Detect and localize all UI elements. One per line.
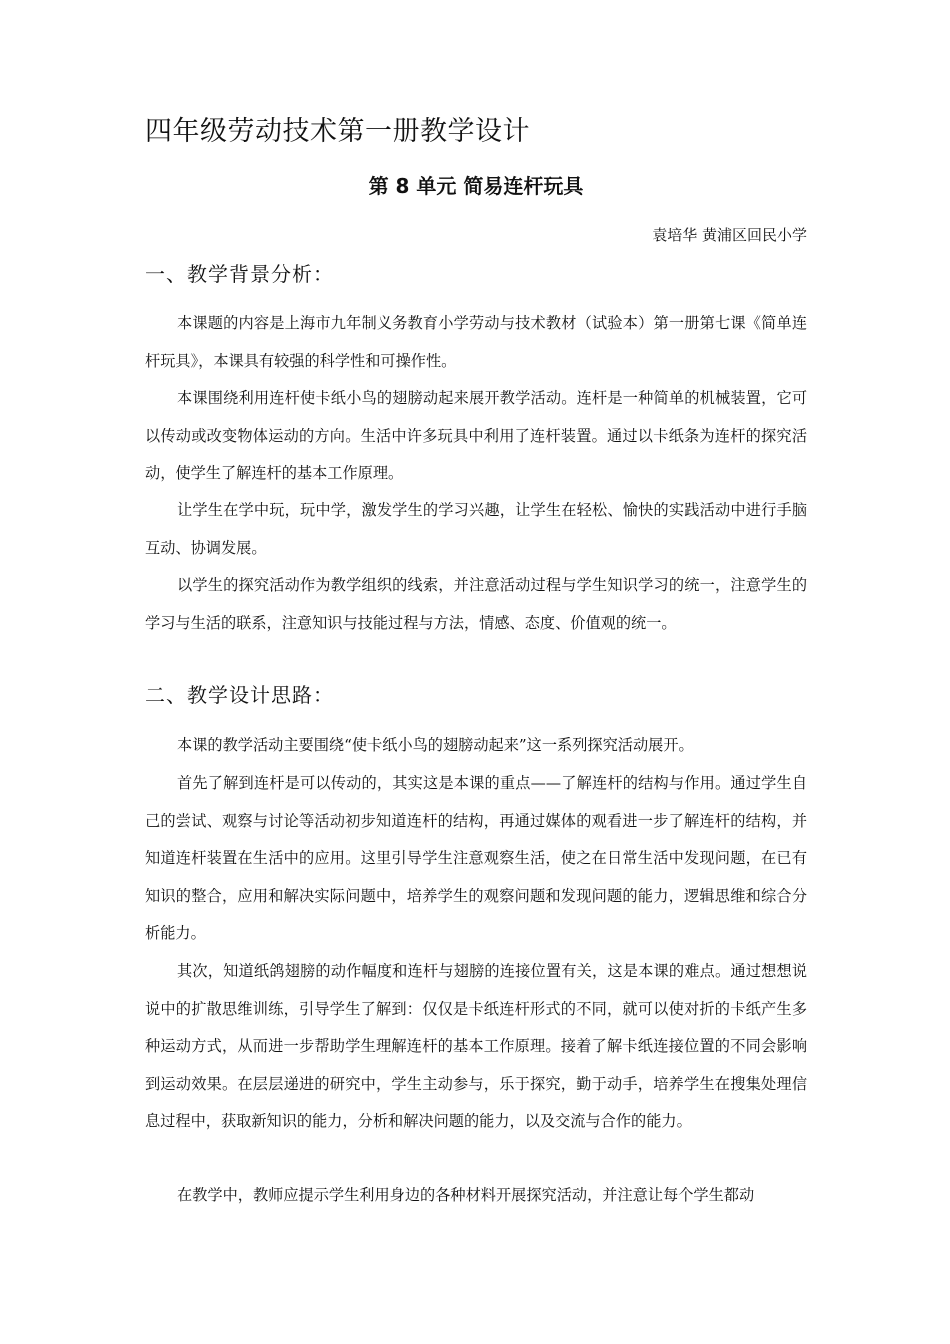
paragraph: 本课围绕利用连杆使卡纸小鸟的翅膀动起来展开教学活动。连杆是一种简单的机械装置，它可以传动或改变物体运动的方向。生活中许多玩具中利用了连杆装置。通过以卡纸条为连杆的探究活动，使学生了解连杆的基本工作原理。	[145, 389, 807, 482]
author-line: 袁培华 黄浦区回民小学	[652, 226, 807, 244]
paragraph: 首先了解到连杆是可以传动的，其实这是本课的重点——了解连杆的结构与作用。通过学生自己的尝试、观察与讨论等活动初步知道连杆的结构，再通过媒体的观看进一步了解连杆的结构，并知道连杆装置在生活中的应用。这里引导学生注意观察生活，使之在日常生活中发现问题，在已有知识的整合，应用和解决实际问题中，培养学生的观察问题和发现问题的能力，逻辑思维和综合分析能力。	[145, 774, 807, 942]
unit-title: 第 8 单元 简易连杆玩具	[368, 174, 584, 198]
paragraph: 其次，知道纸鸽翅膀的动作幅度和连杆与翅膀的连接位置有关，这是本课的难点。通过想想说说中的扩散思维训练，引导学生了解到：仅仅是卡纸连杆形式的不同，就可以使对折的卡纸产生多种运动方式，从而进一步帮助学生理解连杆的基本工作原理。接着了解卡纸连接位置的不同会影响到运动效果。在层层递进的研究中，学生主动参与，乐于探究，勤于动手，培养学生在搜集处理信息过程中，获取新知识的能力，分析和解决问题的能力，以及交流与合作的能力。	[145, 962, 807, 1130]
paragraph: 以学生的探究活动作为教学组织的线索，并注意活动过程与学生知识学习的统一，注意学生的学习与生活的联系，注意知识与技能过程与方法，情感、态度、价值观的统一。	[145, 576, 807, 632]
document-title: 四年级劳动技术第一册教学设计	[145, 116, 530, 147]
paragraph: 本课题的内容是上海市九年制义务教育小学劳动与技术教材（试验本）第一册第七课《简单连杆玩具》，本课具有较强的科学性和可操作性。	[145, 314, 807, 370]
section-heading-background: 一、教学背景分析：	[145, 262, 334, 286]
paragraph: 在教学中，教师应提示学生利用身边的各种材料开展探究活动，并注意让每个学生都动	[177, 1186, 755, 1204]
section-heading-design: 二、教学设计思路：	[145, 683, 334, 707]
paragraph: 让学生在学中玩，玩中学，激发学生的学习兴趣，让学生在轻松、愉快的实践活动中进行手脑互动、协调发展。	[145, 501, 807, 557]
paragraph: 本课的教学活动主要围绕“使卡纸小鸟的翅膀动起来”这一系列探究活动展开。	[177, 736, 694, 754]
